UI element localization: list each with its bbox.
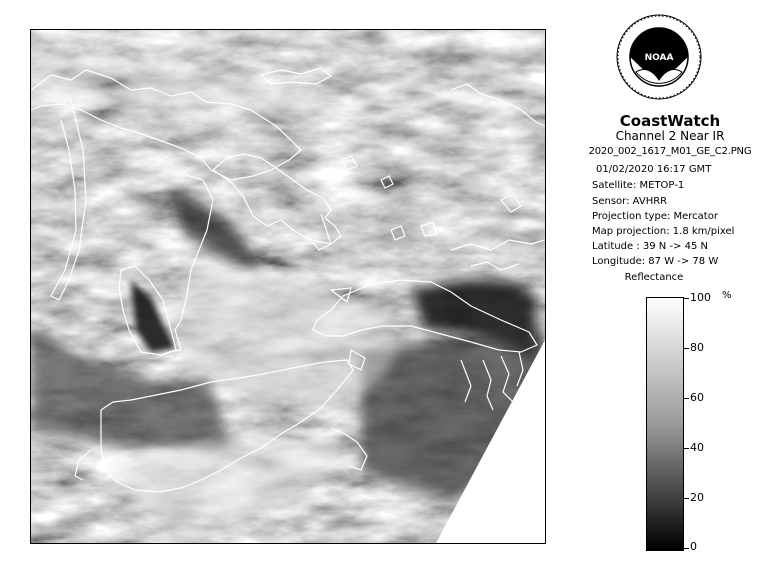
colorbar-tick-label: 40 — [690, 441, 704, 454]
colorbar-unit: % — [722, 290, 732, 301]
latitude-text: Latitude : 39 N -> 45 N — [592, 241, 708, 252]
noaa-seal-icon — [616, 14, 702, 100]
colorbar-tick — [683, 298, 689, 299]
colorbar-tick — [683, 548, 689, 549]
file-name: 2020_002_1617_M01_GE_C2.PNG — [588, 146, 752, 157]
app-title: CoastWatch — [619, 112, 721, 130]
colorbar-tick — [683, 398, 689, 399]
colorbar-tick-label: 20 — [690, 491, 704, 504]
satellite-imagery — [31, 30, 545, 543]
noaa-logo — [616, 14, 702, 100]
projection-text: Projection type: Mercator — [592, 211, 718, 222]
logo-text: NOAA — [644, 53, 674, 63]
reflectance-colorbar — [646, 297, 684, 551]
satellite-text: Satellite: METOP-1 — [592, 180, 685, 191]
satellite-image — [30, 29, 546, 544]
colorbar-tick-label: 0 — [690, 540, 697, 553]
sensor-text: Sensor: AVHRR — [592, 196, 668, 207]
datetime-text: 01/02/2020 16:17 GMT — [596, 164, 712, 175]
colorbar-tick — [683, 448, 689, 449]
channel-subtitle: Channel 2 Near IR — [615, 129, 725, 143]
colorbar-tick-label: 100 — [690, 291, 711, 304]
colorbar-label: Reflectance — [624, 272, 684, 283]
colorbar-tick — [683, 498, 689, 499]
colorbar-tick-label: 80 — [690, 341, 704, 354]
colorbar-tick — [683, 348, 689, 349]
colorbar-tick-label: 60 — [690, 391, 704, 404]
longitude-text: Longitude: 87 W -> 78 W — [592, 256, 719, 267]
map-projection-text: Map projection: 1.8 km/pixel — [592, 226, 735, 237]
